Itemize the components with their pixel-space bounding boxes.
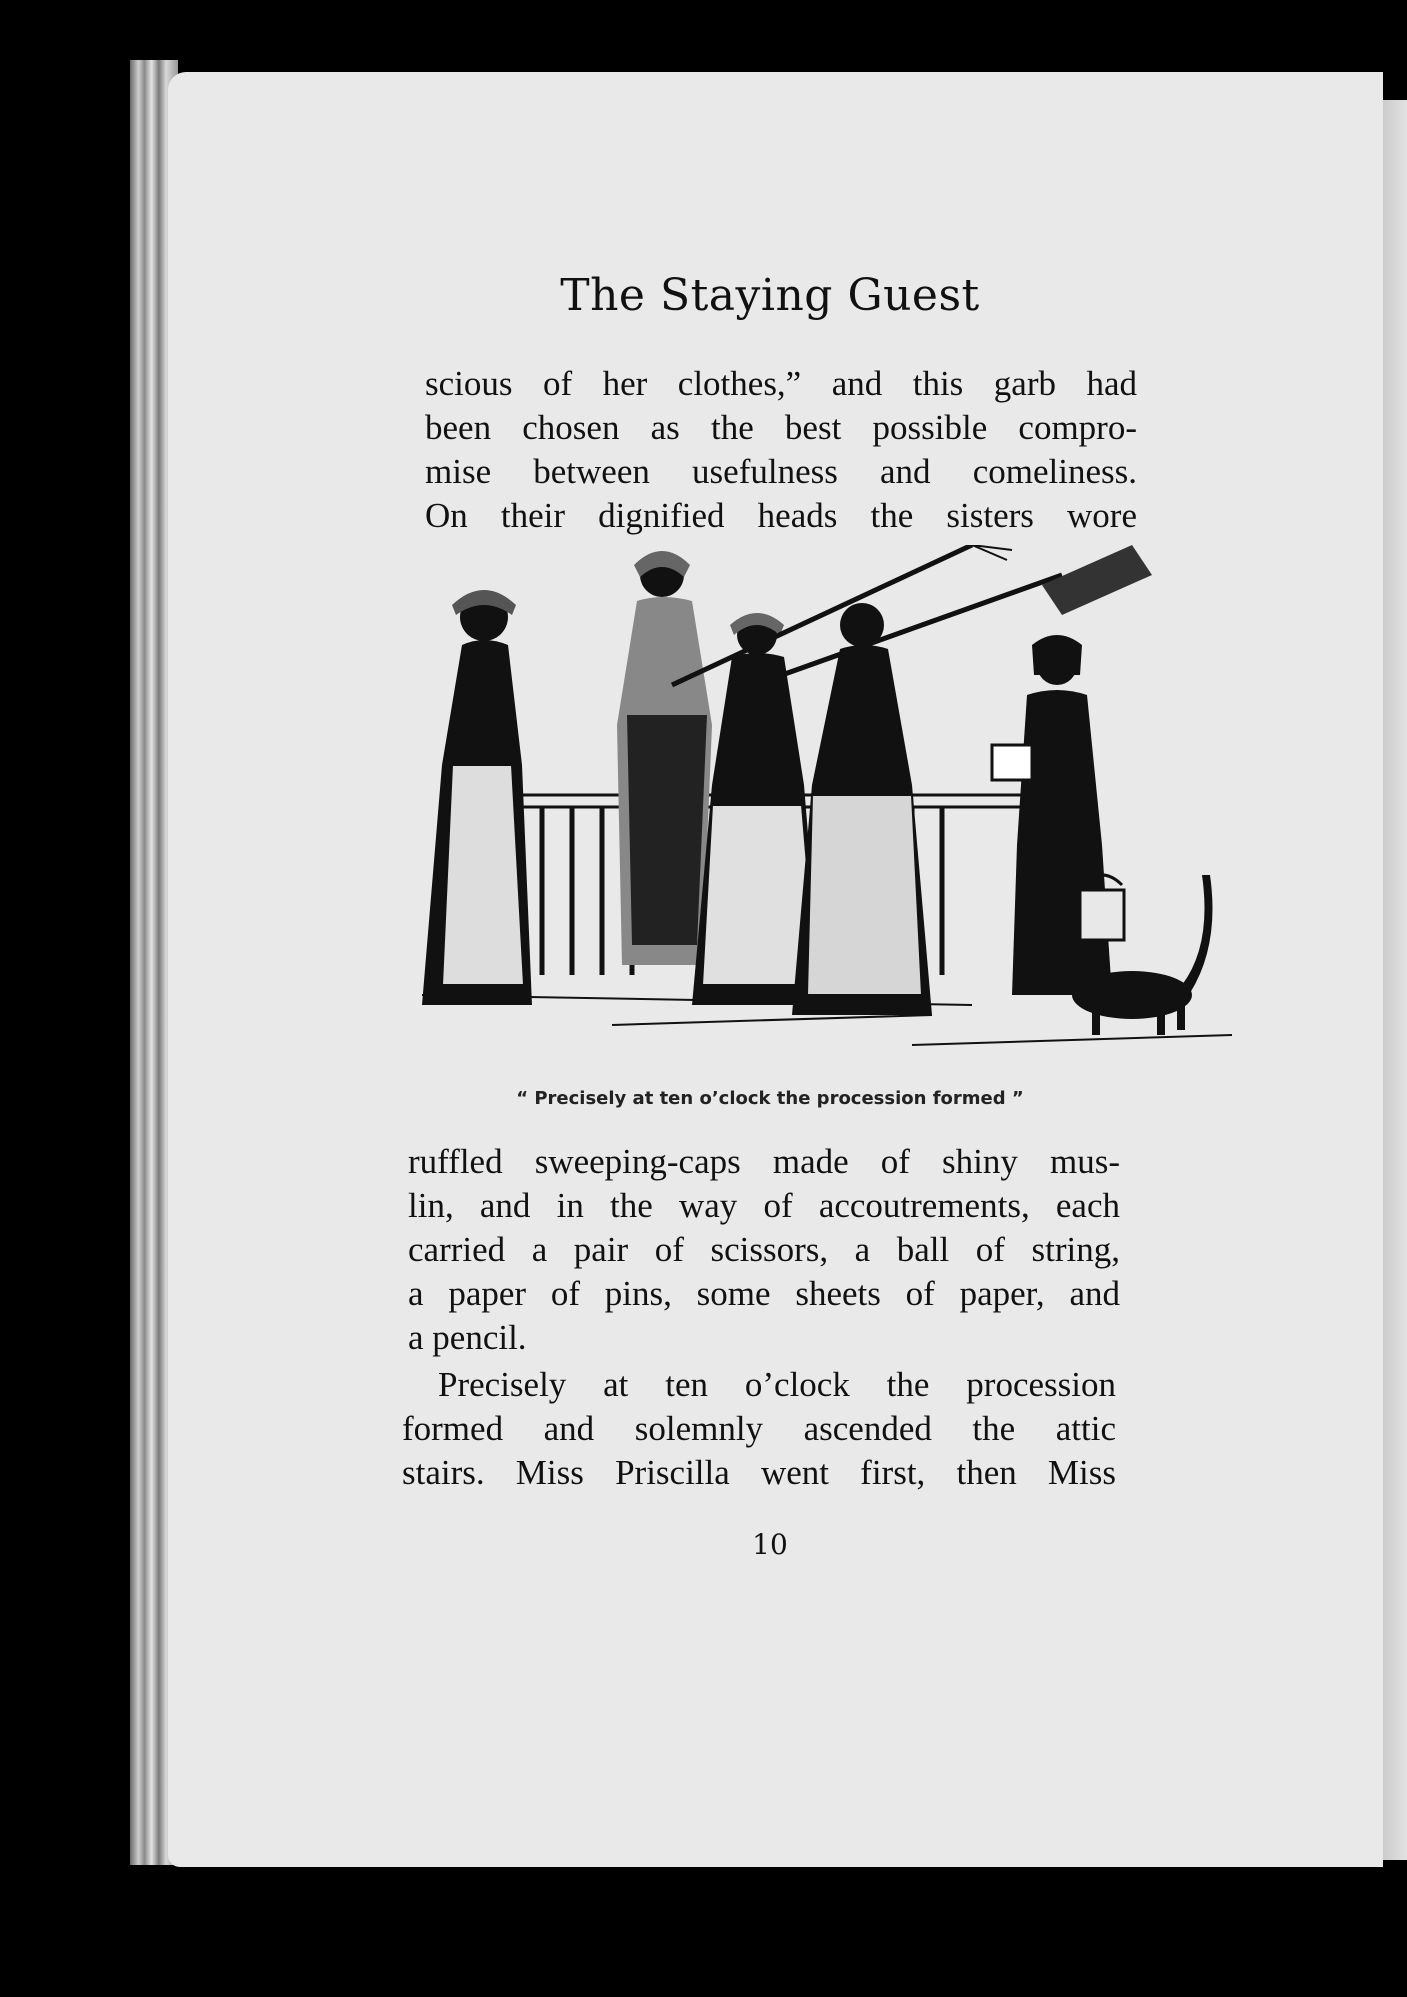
paragraph-line: a pencil. [408,1318,527,1357]
paragraph-line: lin, and in the way of accoutrements, each [408,1186,1120,1225]
paragraph-1 [425,362,1137,538]
illustration-caption: “ Precisely at ten o’clock the procession formed ” [516,1088,1024,1109]
facing-page-edge [1380,100,1407,1860]
paragraph-line: formed and solemnly ascended the attic [402,1409,1116,1448]
paragraph-line: stairs. Miss Priscilla went first, then Miss [402,1453,1116,1492]
paragraph-line: scious of her clothes,” and this garb had [425,364,1137,403]
paragraph-3 [402,1363,1116,1495]
paragraph-line: a paper of pins, some sheets of paper, and [408,1274,1120,1313]
paragraph-line: ruffled sweeping-caps made of shiny mus- [408,1142,1120,1181]
paragraph-line: carried a pair of scissors, a ball of string, [408,1230,1120,1269]
paragraph-line: been chosen as the best possible compro- [425,408,1137,447]
paragraph-line: Precisely at ten o’clock the procession [438,1365,1116,1404]
paragraph-line: mise between usefulness and comeliness. [425,452,1137,491]
running-head: The Staying Guest [560,270,980,321]
page-number: 10 [752,1528,788,1561]
procession-illustration-icon [412,545,1250,1065]
paragraph-2 [408,1140,1120,1360]
paragraph-line: On their dignified heads the sisters wore [425,496,1137,535]
